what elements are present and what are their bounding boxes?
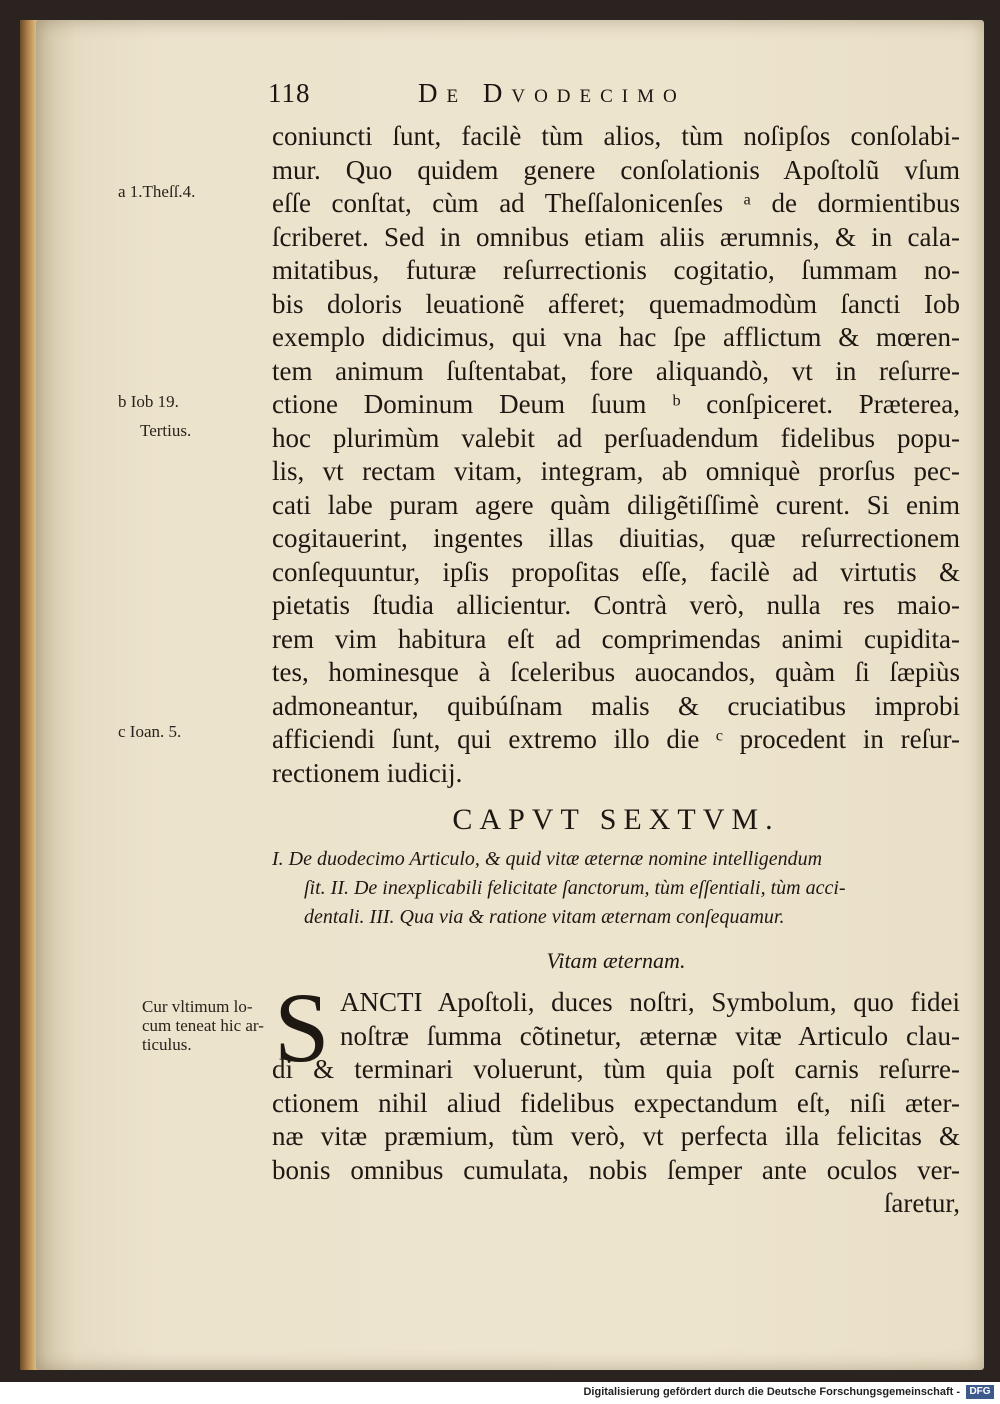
dfg-logo: DFG — [966, 1385, 994, 1399]
text-line: noſtræ ſumma cõtinetur, æternæ vitæ Articulo clau- — [340, 1020, 960, 1051]
text-line: conſequuntur, ipſis propoſitas eſſe, facilè ad virtutis & — [272, 556, 960, 587]
chapter-heading: CAPVT SEXTVM. — [452, 803, 780, 836]
text-line: ſcriberet. Sed in omnibus etiam aliis ærumnis, & in cala- — [272, 221, 960, 252]
text-line: mitatibus, futuræ reſurrectionis cogitatio, ſummam no- — [272, 255, 960, 285]
text-line: tem animum ſuſtentabat, fore aliquandò, vt in reſurre- — [272, 355, 960, 386]
body-paragraph-2 — [272, 986, 960, 1221]
margin-note-line: cum teneat hic ar- — [142, 1016, 264, 1035]
text-line: lis, vt rectam vitam, integram, ab omniquè prorſus pec- — [272, 456, 960, 486]
margin-note-thess: a 1.Theſſ.4. — [118, 182, 196, 201]
text-line: pietatis ſtudia allicientur. Contrà verò, nulla res maio- — [272, 590, 960, 620]
text-line: tes, hominesque à ſceleribus auocandos, quàm ſi ſæpiùs — [272, 657, 960, 687]
text-line: eſſe conſtat, cùm ad Theſſalonicenſes ᵃ de dormientibus — [272, 188, 960, 218]
summary-line: ſit. II. De inexplicabili felicitate ſanctorum, tùm eſſentiali, tùm acci- — [304, 877, 846, 899]
margin-note-tertius: Tertius. — [140, 421, 192, 440]
text-line: cogitauerint, ingentes illas diuitias, quæ reſurrectionem — [272, 523, 960, 553]
margin-note-line: Cur vltimum lo- — [142, 997, 253, 1016]
summary-line: I. De duodecimo Articulo, & quid vitæ æternæ nomine intelligendum — [272, 848, 823, 870]
catchword: ſaretur, — [883, 1188, 960, 1218]
text-line: bis doloris leuationẽ afferet; quemadmodùm ſancti Iob — [272, 288, 960, 319]
page-number: 118 — [268, 78, 311, 108]
text-line: rem vim habitura eſt ad comprimendas animi cupidita- — [272, 623, 960, 654]
text-line: næ vitæ præmium, tùm verò, vt perfecta illa felicitas & — [272, 1121, 960, 1151]
running-head — [268, 78, 958, 114]
text-line: mur. Quo quidem genere conſolationis Apoſtolũ vſum — [272, 154, 960, 185]
text-line: afficiendi ſunt, qui extremo illo die ᶜ procedent in reſur- — [272, 724, 960, 754]
margin-note-cur-ultimum — [142, 997, 264, 1054]
text-line: ctione Dominum Deum ſuum ᵇ conſpiceret. Præterea, — [272, 389, 960, 419]
chapter-summary — [272, 845, 962, 932]
text-line: rectionem iudicij. — [272, 757, 463, 788]
margin-note-line: ticulus. — [142, 1035, 192, 1054]
text-line: ANCTI Apoſtoli, duces noſtri, Symbolum, quo fidei — [340, 987, 960, 1017]
text-line: coniuncti ſunt, facilè tùm alios, tùm noſipſos conſolabi- — [272, 121, 960, 151]
text-line: bonis omnibus cumulata, nobis ſemper ante oculos ver- — [272, 1154, 960, 1185]
drop-cap: S — [274, 972, 330, 1083]
body-paragraph-1 — [272, 120, 960, 790]
text-line: ctionem nihil aliud fidelibus expectandum eſt, niſi æter- — [272, 1087, 960, 1118]
text-line: di & terminari voluerunt, tùm quia poſt carnis reſurre- — [272, 1054, 960, 1084]
text-line: cati labe puram agere quàm diligẽtiſſimè curent. Si enim — [272, 489, 960, 520]
footer-bar — [0, 1382, 1000, 1404]
text-line: admoneantur, quibúſnam malis & cruciatibus improbi — [272, 690, 960, 721]
margin-note-iob: b Iob 19. — [118, 392, 179, 411]
text-line: exemplo didicimus, qui vna hac ſpe afflictum & mœren- — [272, 322, 960, 352]
footer-credit: Digitalisierung gefördert durch die Deutsche Forschungsgemeinschaft - — [583, 1386, 960, 1398]
section-subtitle: Vitam æternam. — [546, 948, 686, 973]
margin-note-ioan: c Ioan. 5. — [118, 722, 182, 741]
text-line: hoc plurimùm valebit ad perſuadendum fidelibus popu- — [272, 422, 960, 453]
summary-line: dentali. III. Qua via & ratione vitam æternam conſequamur. — [304, 906, 785, 928]
running-head-title: De Dvodecimo — [418, 78, 686, 108]
